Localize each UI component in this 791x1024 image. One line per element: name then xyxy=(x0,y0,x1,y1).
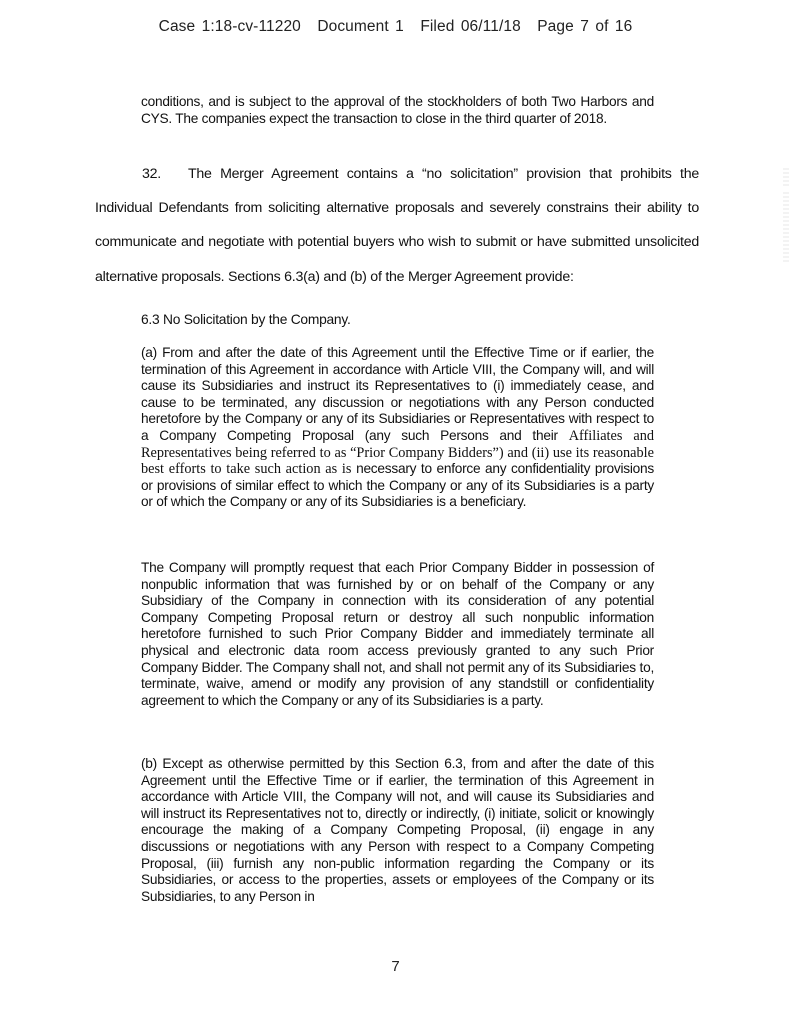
scan-edge-mark xyxy=(783,168,789,188)
section-heading: 6.3 No Solicitation by the Company. xyxy=(141,312,351,327)
page-indicator: Page 7 of 16 xyxy=(537,18,633,35)
section-a-part2: Affiliates and Representatives being referred to as “Prior Company Bidders”) and (ii) use its reasonable best efforts to take such action as is xyxy=(141,427,654,478)
section-a-continued-text: The Company will promptly request that each Prior Company Bidder in possession of nonpublic information that was furnished by or on behalf of the Company or any Subsidiary of the Company in connection with its consideration of any potential Company Competing Proposal return or destroy all such nonpublic information heretofore furnished to such Prior Company Bidder and immediately terminate all physical and electronic data room access previously granted to any such Prior Company Bidder. The Company shall not, and shall not permit any of its Subsidiaries to, terminate, waive, amend or modify any provision of any standstill or confidentiality agreement to which the Company or any of its Subsidiaries is a party. xyxy=(141,560,654,708)
paragraph-32 xyxy=(95,157,699,294)
quote-intro xyxy=(141,94,654,127)
section-b xyxy=(141,756,654,905)
case-number: Case 1:18-cv-11220 xyxy=(158,18,301,35)
case-header xyxy=(0,18,791,36)
scan-edge-mark xyxy=(783,192,789,262)
section-b-text: (b) Except as otherwise permitted by this Section 6.3, from and after the date of this Agreement until the Effective Time or if earlier, the termination of this Agreement in accordance with Article VIII, the Company will not, and will cause its Subsidiaries and will instruct its Representatives not to, directly or indirectly, (i) initiate, solicit or knowingly encourage the making of a Company Competing Proposal, (ii) engage in any discussions or negotiations with any Person with respect to a Company Competing Proposal, (iii) furnish any non-public information regarding the Company or its Subsidiaries, or access to the properties, assets or employees of the Company or its Subsidiaries, to any Person in xyxy=(141,756,654,904)
section-a xyxy=(141,345,654,511)
quote-intro-text: conditions, and is subject to the approval of the stockholders of both Two Harbors and CYS. The companies expect the transaction to close in the third quarter of 2018. xyxy=(141,94,654,126)
section-a-continued xyxy=(141,560,654,709)
section-a-part3: necessary to enforce any confidentiality provisions or provisions of similar effect to which the Company or any of its Subsidiaries is a party or of which the Company or any of its Subsidiaries is a beneficiary. xyxy=(141,461,654,510)
paragraph-32-text: The Merger Agreement contains a “no solicitation” provision that prohibits the Individual Defendants from soliciting alternative proposals and severely constrains their ability to communicate and negotiate with potential buyers who wish to submit or have submitted unsolicited alternative proposals. Sections 6.3(a) and (b) of the Merger Agreement provide: xyxy=(95,166,699,285)
paragraph-number: 32. xyxy=(142,166,161,182)
page-number: 7 xyxy=(391,958,400,975)
section-a-text xyxy=(141,345,654,511)
filed-date: Filed 06/11/18 xyxy=(420,18,521,35)
section-a-part1: (a) From and after the date of this Agreement until the Effective Time or if earlier, the termination of this Agreement in accordance with Article VIII, the Company will, and will cause its Subsidiaries and instruct its Representatives to (i) immediately cease, and cause to be terminated, any discussion or negotiations with any Person conducted heretofore by the Company or any of its Subsidiaries or Representatives with respect to a Company Competing Proposal (any such Persons and their xyxy=(141,345,654,443)
document-number: Document 1 xyxy=(317,18,404,35)
